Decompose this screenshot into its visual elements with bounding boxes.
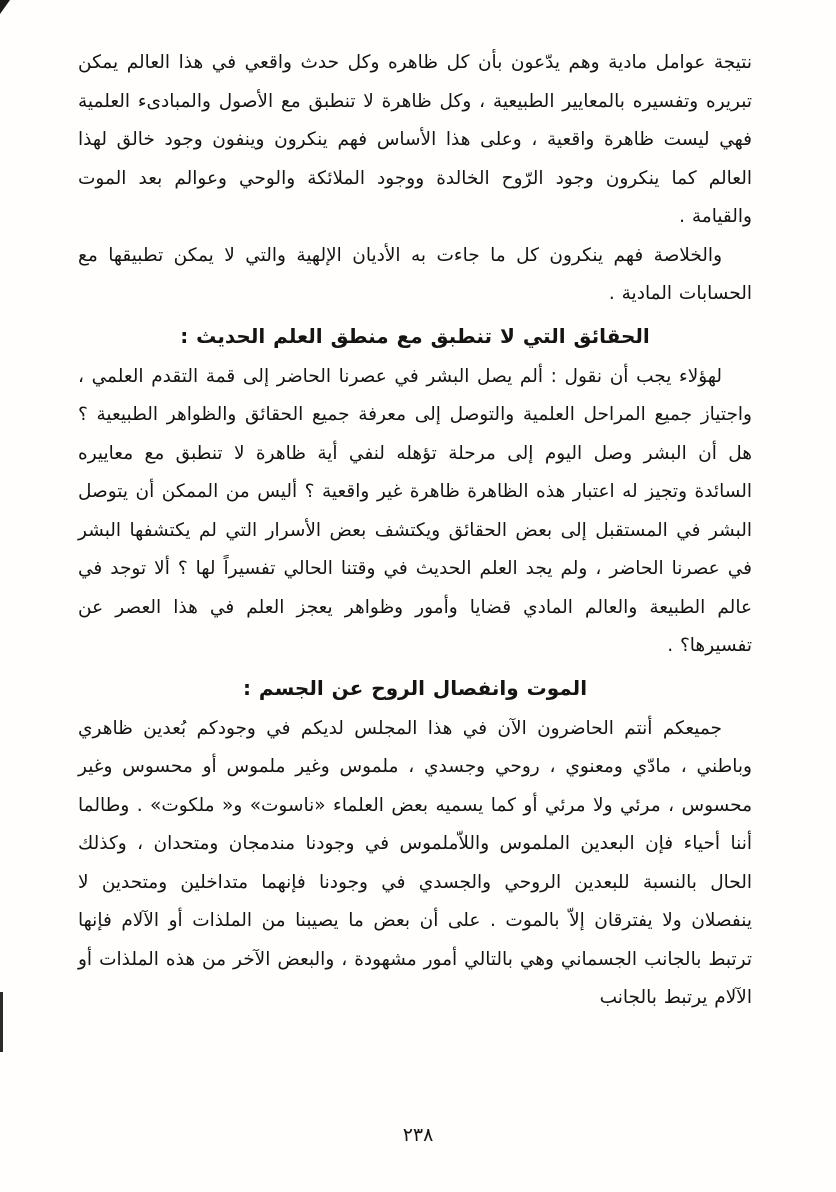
page-number: ٢٣٨ — [402, 1124, 434, 1146]
scan-artifact-top — [0, 0, 10, 14]
body-paragraph: والخلاصة فهم ينكرون كل ما جاءت به الأديان الإلهية والتي لا يمكن تطبيقها مع الحسابات المادية . — [78, 244, 752, 304]
body-paragraph-continuation: نتيجة عوامل مادية وهم يدّعون بأن كل ظاهره وكل حدث واقعي في هذا العالم يمكن تبريره وتفسيره بالمعايير الطبيعية ، وكل ظاهرة لا تنطبق مع الأصول والمبادىء العلمية فهي ليست ظاهرة واقعية ، وعلى هذا الأساس فهم ينكرون وينفون وجود خالق لهذا العالم كما ينكرون وجود الرّوح الخالدة ووجود الملائكة والوحي وعوالم بعد الموت والقيامة . — [78, 52, 752, 227]
scan-artifact-bottom — [0, 992, 3, 1052]
section-heading-facts-modern-science: الحقائق التي لا تنطبق مع منطق العلم الحديث : — [180, 323, 650, 348]
section-heading-death-soul-separation: الموت وانفصال الروح عن الجسم : — [242, 675, 588, 700]
body-paragraph: جميعكم أنتم الحاضرون الآن في هذا المجلس لديكم في وجودكم بُعدين ظاهري وباطني ، مادّي ومعنوي ، روحي وجسدي ، ملموس وغير ملموس أو محسوس وغير محسوس ، مرئي ولا مرئي أو كما يسميه بعض العلماء «ناسوت» و« ملكوت» . وطالما أننا أحياء فإن البعدين الملموس واللاّملموس في وجودنا مندمجان ومتحدان ، وكذلك الحال بالنسبة للبعدين الروحي والجسدي في وجودنا فإنهما متداخلين ومتحدين لا ينفصلان ولا يفترقان إلاّ بالموت . على أن بعض ما يصيبنا من الملذات أو الآلام فإنها ترتبط بالجانب الجسماني وهي بالتالي أمور مشهودة ، والبعض الآخر من هذه الملذات أو الآلام يرتبط بالجانب — [78, 717, 752, 1008]
body-paragraph: لهؤلاء يجب أن نقول : ألم يصل البشر في عصرنا الحاضر إلى قمة التقدم العلمي ، واجتياز جميع المراحل العلمية والتوصل إلى معرفة جميع الحقائق والظواهر الطبيعية ؟ هل أن البشر وصل اليوم إلى مرحلة تؤهله لنفي أية ظاهرة لا تنطبق مع معاييره السائدة وتجيز له اعتبار هذه الظاهرة ظاهرة غير واقعية ؟ أليس من الممكن أن يتوصل البشر في المستقبل إلى بعض الحقائق ويكتشف بعض الأسرار التي لم يكتشفها البشر في عصرنا الحاضر ، ولم يجد العلم الحديث في وقتنا الحالي تفسيراً لها ؟ ألا توجد في عالم الطبيعة والعالم المادي قضايا وأمور وظواهر يعجز العلم في هذا العصر عن تفسيرها؟ . — [78, 365, 752, 656]
